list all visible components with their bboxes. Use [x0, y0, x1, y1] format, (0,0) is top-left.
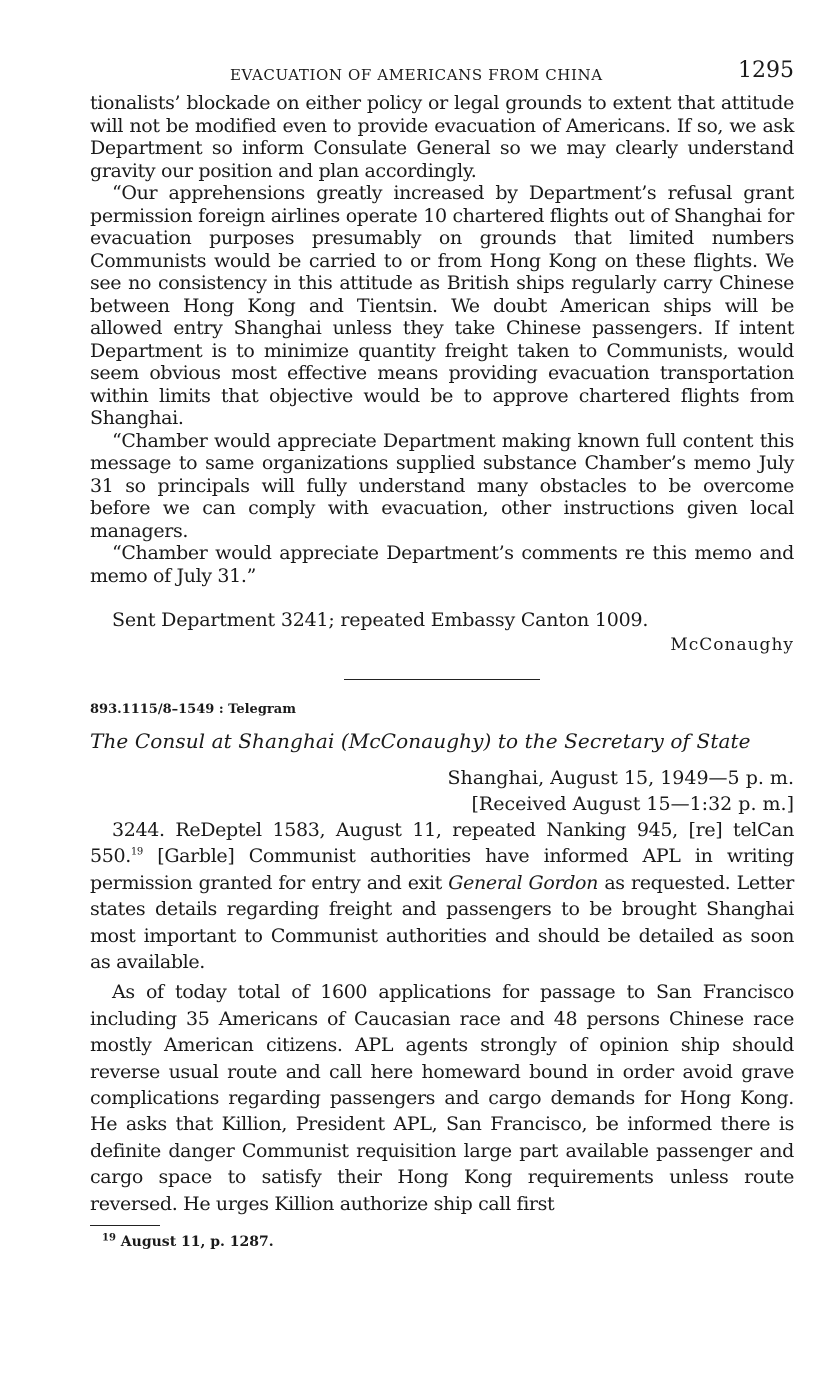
received-line: [Received August 15—1:32 p. m.]: [471, 793, 794, 815]
paragraph-text: as requested. Letter states details regarding freight and passengers to be brought Shanghai most important to Communist authorities and should be detailed as soon as available.: [90, 871, 794, 974]
dateline: Shanghai, August 15, 1949—5 p. m.: [447, 767, 794, 789]
footnote-number: 19: [102, 1232, 116, 1244]
footnote-rule: [90, 1225, 160, 1226]
paragraph: “Chamber would appreciate Department making known full content this message to same organizations supplied substance Chamber’s memo July 31 so principals will fully understand many obstacles to be overcome before we can comply with evacuation, other instructions given local managers.: [90, 429, 794, 542]
sent-line: Sent Department 3241; repeated Embassy Canton 1009.: [112, 609, 649, 631]
paragraph-text: [Garble] Communist authorities have informed APL in writing permission granted for entry and exit: [90, 845, 794, 894]
page-number: 1295: [738, 58, 794, 83]
ship-name: General Gordon: [448, 871, 598, 894]
continued-telegram: [90, 92, 794, 587]
signature: McConaughy: [670, 635, 794, 655]
telegram-body: [90, 817, 794, 1217]
paragraph: [90, 817, 794, 975]
file-reference: 893.1115/8–1549 : Telegram: [90, 702, 296, 717]
paragraph: tionalists’ blockade on either policy or legal grounds to extent that attitude will not be modified even to provide evacuation of Americans. If so, we ask Department so inform Consulate General so we may clearly understand gravity our position and plan accordingly.: [90, 92, 794, 182]
document-heading: The Consul at Shanghai (McConaughy) to the Secretary of State: [90, 729, 751, 753]
footnote-text: August 11, p. 1287.: [120, 1234, 274, 1251]
paragraph-text: 3244. ReDeptel 1583, August 11, repeated Nanking 945, [re] telCan 550.: [90, 819, 794, 868]
running-title: EVACUATION OF AMERICANS FROM CHINA: [230, 66, 603, 84]
footnote: [102, 1234, 794, 1250]
paragraph: “Our apprehensions greatly increased by Department’s refusal grant permission foreign airlines operate 10 chartered flights out of Shanghai for evacuation purposes presumably on grounds that limited numbers Communists would be carried to or from Hong Kong on these flights. We see no consistency in this attitude as British ships regularly carry Chinese between Hong Kong and Tientsin. We doubt American ships will be allowed entry Shanghai unless they take Chinese passengers. If intent Department is to minimize quantity freight taken to Communists, would seem obvious most effective means providing evacuation transportation within limits that objective would be to approve chartered flights from Shanghai.: [90, 182, 794, 429]
running-header: [90, 58, 794, 92]
section-divider: [344, 679, 540, 680]
paragraph: “Chamber would appreciate Department’s comments re this memo and memo of July 31.”: [90, 542, 794, 587]
dateline-block: [90, 765, 794, 817]
footnote-ref: 19: [130, 847, 143, 859]
paragraph: As of today total of 1600 applications for passage to San Francisco including 35 Americans of Caucasian race and 48 persons Chinese race mostly American citizens. APL agents strongly of opinion ship should reverse usual route and call here homeward bound in order avoid grave complications regarding passengers and cargo demands for Hong Kong. He asks that Killion, President APL, San Francisco, be informed there is definite danger Communist requisition large part available passenger and cargo space to satisfy their Hong Kong requirements unless route reversed. He urges Killion authorize ship call first: [90, 981, 794, 1215]
document-page: [90, 58, 794, 1250]
